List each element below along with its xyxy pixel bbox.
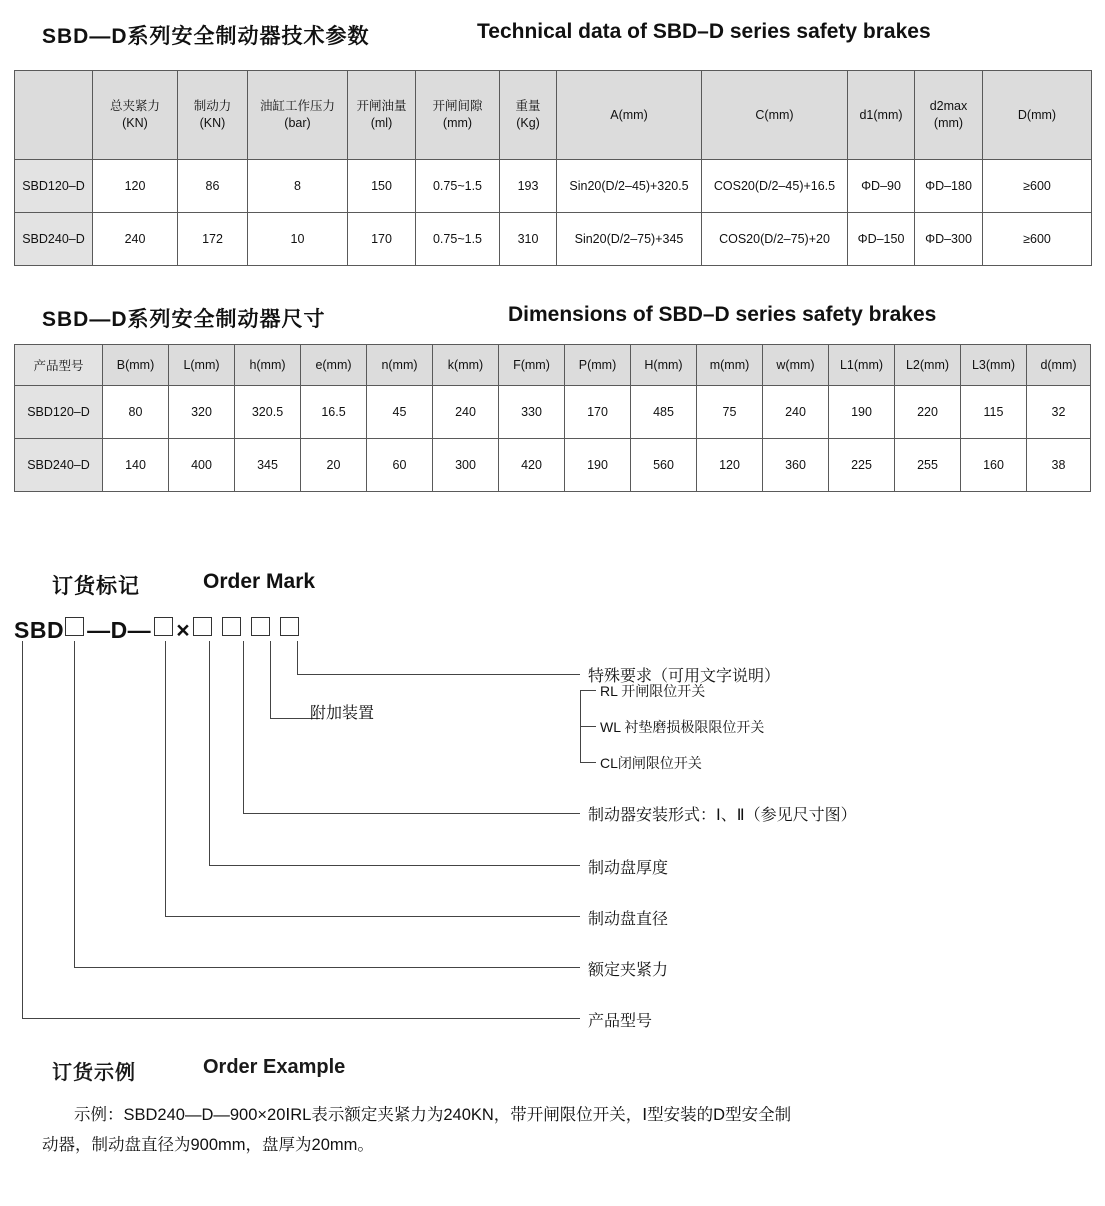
header-line1: 开闸间隙 — [432, 99, 483, 113]
table-cell: 240 — [93, 213, 178, 266]
header-line1: d2max — [929, 99, 968, 113]
table-header-cell: B(mm) — [103, 345, 169, 386]
table-cell: 320 — [169, 386, 235, 439]
label-model: 产品型号 — [588, 1013, 653, 1030]
table-cell: 193 — [500, 160, 557, 213]
header-line1: D(mm) — [1017, 107, 1057, 122]
tech-data-title-en: Technical data of SBD–D series safety brakes — [477, 20, 931, 43]
order-mark-title-en: Order Mark — [203, 570, 316, 593]
table-header-cell: k(mm) — [433, 345, 499, 386]
header-line1: 重量 — [515, 99, 541, 113]
table-cell: 20 — [301, 439, 367, 492]
table-cell: 345 — [235, 439, 301, 492]
leader-line-special-h — [297, 674, 580, 675]
table-cell: 240 — [763, 386, 829, 439]
table-cell: 400 — [169, 439, 235, 492]
label-rated-force: 额定夹紧力 — [588, 962, 669, 979]
code-box-special — [280, 617, 299, 636]
tech-data-table — [14, 70, 1092, 266]
table-cell: SBD120–D — [15, 386, 103, 439]
table-header-cell — [15, 71, 93, 160]
leader-line-mount-v — [243, 641, 244, 813]
table-header-cell — [557, 71, 702, 160]
leader-line-wl-h — [580, 726, 596, 727]
table-cell: 115 — [961, 386, 1027, 439]
table-cell: 190 — [565, 439, 631, 492]
table-header-cell: F(mm) — [499, 345, 565, 386]
table-row — [15, 160, 1092, 213]
table-header-row — [15, 71, 1092, 160]
leader-line-force-v — [74, 641, 75, 967]
table-cell: 170 — [565, 386, 631, 439]
header-line2: (KN) — [199, 116, 226, 130]
table-cell: 80 — [103, 386, 169, 439]
table-cell: 160 — [961, 439, 1027, 492]
table-row — [15, 439, 1091, 492]
table-header-cell — [178, 71, 248, 160]
leader-line-attach-v — [270, 641, 271, 718]
table-header-cell: H(mm) — [631, 345, 697, 386]
label-rl-switch: RL 开闸限位开关 — [600, 683, 706, 699]
table-header-cell: m(mm) — [697, 345, 763, 386]
header-line1: 油缸工作压力 — [259, 99, 335, 113]
table-cell: 120 — [93, 160, 178, 213]
table-cell: SBD240–D — [15, 213, 93, 266]
table-cell: SBD120–D — [15, 160, 93, 213]
leader-line-thickness-v — [209, 641, 210, 865]
table-cell: 8 — [248, 160, 348, 213]
table-header-cell — [348, 71, 416, 160]
table-cell: ΦD–150 — [848, 213, 915, 266]
table-header-cell — [500, 71, 557, 160]
table-cell: 420 — [499, 439, 565, 492]
table-cell: 172 — [178, 213, 248, 266]
leader-line-model-h — [22, 1018, 580, 1019]
table-cell: 240 — [433, 386, 499, 439]
order-mark-code — [14, 617, 300, 644]
table-cell: ΦD–300 — [915, 213, 983, 266]
table-cell: 560 — [631, 439, 697, 492]
code-box-mount-type — [222, 617, 241, 636]
label-disc-thickness: 制动盘厚度 — [588, 860, 669, 877]
table-cell: 0.75~1.5 — [416, 160, 500, 213]
table-cell: 170 — [348, 213, 416, 266]
tech-data-title-cn: SBD—D系列安全制动器技术参数 — [42, 25, 370, 48]
table-cell: 485 — [631, 386, 697, 439]
label-special-requirement: 特殊要求（可用文字说明） — [588, 668, 781, 685]
order-code-prefix: SBD — [14, 617, 65, 643]
order-example-line1: 示例：SBD240—D—900×20ⅠRL表示额定夹紧力为240KN，带开闸限位开关，Ⅰ型安装的D型安全制 — [74, 1106, 792, 1124]
table-header-row — [15, 345, 1091, 386]
label-wl-switch: WL 衬垫磨损极限限位开关 — [600, 719, 765, 735]
table-cell: COS20(D/2–45)+16.5 — [702, 160, 848, 213]
header-line1: 开闸油量 — [356, 99, 407, 113]
order-example-title-cn: 订货示例 — [52, 1062, 136, 1084]
header-line2: (KN) — [122, 116, 148, 130]
table-cell: Sin20(D/2–75)+345 — [557, 213, 702, 266]
order-example-title-en: Order Example — [203, 1056, 346, 1078]
code-box-disc-diameter — [154, 617, 173, 636]
table-header-cell: L2(mm) — [895, 345, 961, 386]
table-cell: 60 — [367, 439, 433, 492]
dimensions-table — [14, 344, 1091, 492]
code-box-attachment — [251, 617, 270, 636]
table-cell: 0.75~1.5 — [416, 213, 500, 266]
table-cell: 220 — [895, 386, 961, 439]
label-attachment: 附加装置 — [310, 705, 375, 722]
table-cell: SBD240–D — [15, 439, 103, 492]
leader-line-special-v — [297, 641, 298, 674]
table-cell: 10 — [248, 213, 348, 266]
table-cell: COS20(D/2–75)+20 — [702, 213, 848, 266]
table-header-cell: d(mm) — [1027, 345, 1091, 386]
order-code-separator: —D— — [87, 617, 152, 643]
table-header-cell: n(mm) — [367, 345, 433, 386]
table-header-cell — [983, 71, 1092, 160]
header-line2: (mm) — [442, 116, 473, 130]
header-line1: 总夹紧力 — [109, 99, 160, 113]
table-header-cell — [915, 71, 983, 160]
table-cell: 38 — [1027, 439, 1091, 492]
code-box-rated-force — [65, 617, 84, 636]
leader-line-rl-h — [580, 690, 596, 691]
order-example-line2: 动器，制动盘直径为900mm，盘厚为20mm。 — [42, 1136, 374, 1154]
table-cell: 120 — [697, 439, 763, 492]
order-example-body — [42, 1100, 1062, 1160]
header-line1: A(mm) — [610, 107, 648, 122]
table-cell: 32 — [1027, 386, 1091, 439]
order-code-multiply: × — [176, 617, 191, 643]
table-cell: 190 — [829, 386, 895, 439]
table-header-cell: L1(mm) — [829, 345, 895, 386]
table-header-cell — [93, 71, 178, 160]
table-cell: 225 — [829, 439, 895, 492]
dimensions-title-cn: SBD—D系列安全制动器尺寸 — [42, 308, 326, 331]
table-header-cell: L3(mm) — [961, 345, 1027, 386]
table-cell: ≥600 — [983, 160, 1092, 213]
label-cl-switch: CL闭闸限位开关 — [600, 755, 702, 771]
table-header-cell — [848, 71, 915, 160]
leader-line-model-v — [22, 641, 23, 1018]
table-cell: 300 — [433, 439, 499, 492]
table-cell: 86 — [178, 160, 248, 213]
label-mount-form: 制动器安装形式：Ⅰ、Ⅱ（参见尺寸图） — [588, 807, 857, 824]
table-cell: 310 — [500, 213, 557, 266]
table-header-cell: h(mm) — [235, 345, 301, 386]
table-cell: ΦD–180 — [915, 160, 983, 213]
table-header-cell: w(mm) — [763, 345, 829, 386]
leader-line-diameter-v — [165, 641, 166, 916]
table-cell: 150 — [348, 160, 416, 213]
table-cell: 45 — [367, 386, 433, 439]
header-line1: d1(mm) — [859, 107, 903, 122]
table-cell: ΦD–90 — [848, 160, 915, 213]
leader-line-force-h — [74, 967, 580, 968]
table-row — [15, 213, 1092, 266]
table-header-cell — [416, 71, 500, 160]
header-line2: (mm) — [933, 116, 964, 130]
table-header-cell: 产品型号 — [15, 345, 103, 386]
leader-line-thickness-h — [209, 865, 580, 866]
table-cell: 360 — [763, 439, 829, 492]
leader-line-mount-h — [243, 813, 580, 814]
header-line2: (ml) — [370, 116, 393, 130]
table-header-cell — [248, 71, 348, 160]
table-cell: Sin20(D/2–45)+320.5 — [557, 160, 702, 213]
table-header-cell — [702, 71, 848, 160]
table-cell: 75 — [697, 386, 763, 439]
table-header-cell: e(mm) — [301, 345, 367, 386]
table-header-cell: P(mm) — [565, 345, 631, 386]
table-cell: 255 — [895, 439, 961, 492]
leader-line-cl-h — [580, 762, 596, 763]
table-header-cell: L(mm) — [169, 345, 235, 386]
order-mark-title-cn: 订货标记 — [52, 575, 140, 598]
label-disc-diameter: 制动盘直径 — [588, 911, 669, 928]
table-cell: 140 — [103, 439, 169, 492]
code-box-disc-thickness — [193, 617, 212, 636]
header-line1: 制动力 — [193, 99, 232, 113]
table-cell: 16.5 — [301, 386, 367, 439]
table-row — [15, 386, 1091, 439]
leader-line-diameter-h — [165, 916, 580, 917]
table-cell: 330 — [499, 386, 565, 439]
header-line1: C(mm) — [755, 107, 794, 122]
header-line2: (bar) — [284, 116, 311, 130]
dimensions-title-en: Dimensions of SBD–D series safety brakes — [508, 303, 937, 326]
header-line2: (Kg) — [516, 116, 540, 130]
table-cell: 320.5 — [235, 386, 301, 439]
table-cell: ≥600 — [983, 213, 1092, 266]
